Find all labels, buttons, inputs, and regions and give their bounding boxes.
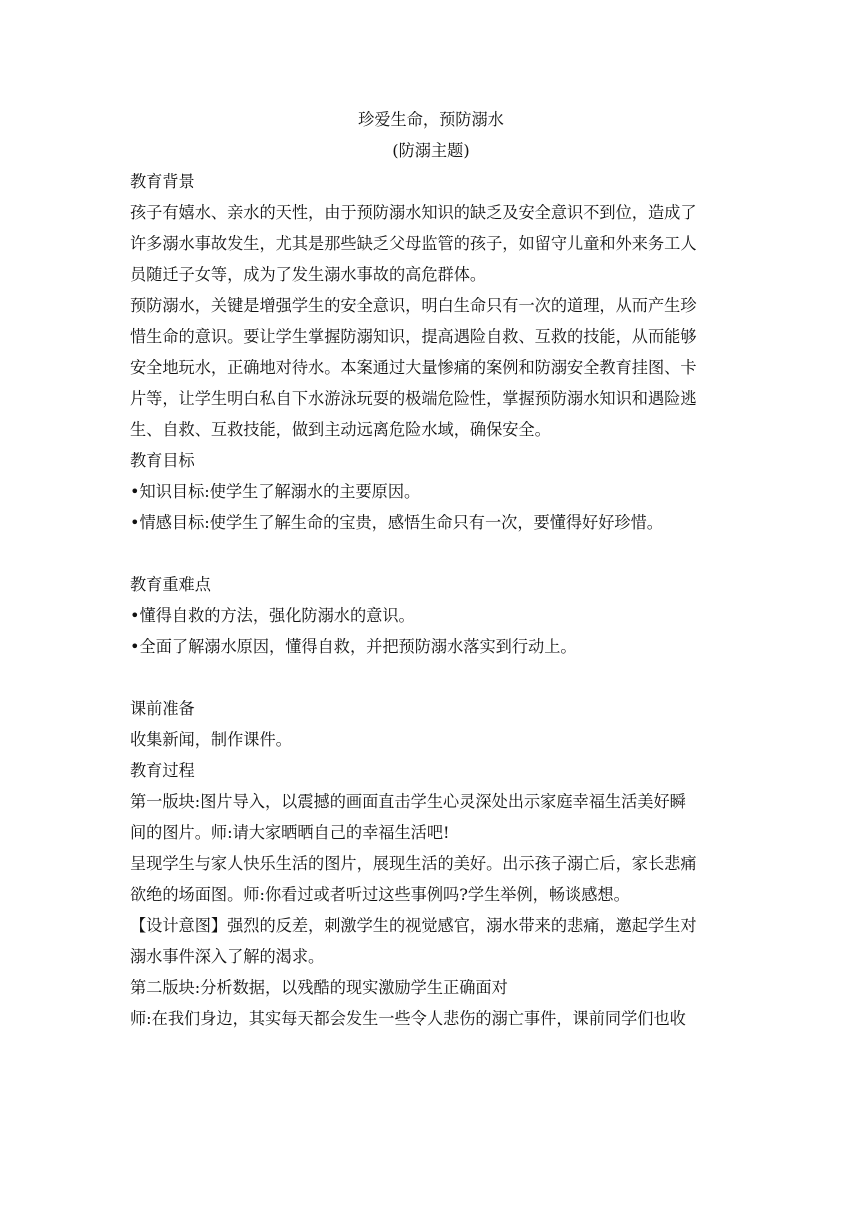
section-heading-prep: 课前准备: [130, 699, 195, 718]
paragraph-line: 许多溺水事故发生，尤其是那些缺乏父母监管的孩子，如留守儿童和外来务工人: [130, 234, 697, 253]
paragraph-line: 惜生命的意识。要让学生掌握防溺知识，提高遇险自救、互救的技能，从而能够: [130, 327, 697, 346]
paragraph-line: 【设计意图】强烈的反差，刺激学生的视觉感官，溺水带来的悲痛，邀起学生对: [130, 916, 697, 935]
paragraph-line: 员随迁子女等，成为了发生溺水事故的高危群体。: [130, 265, 487, 284]
section-heading-keypoints: 教育重难点: [130, 575, 211, 594]
goal-item: •知识目标:使学生了解溺水的主要原因。: [130, 482, 421, 501]
document-title: 珍爱生命，预防溺水: [358, 110, 504, 129]
document-page: [130, 104, 732, 1034]
keypoint-item: •懂得自救的方法，强化防溺水的意识。: [130, 606, 415, 625]
paragraph-line: 溺水事件深入了解的渴求。: [130, 947, 325, 966]
paragraph-line: 呈现学生与家人快乐生活的图片，展现生活的美好。出示孩子溺亡后，家长悲痛: [130, 854, 697, 873]
paragraph-line: 第二版块:分析数据，以残酷的现实激励学生正确面对: [130, 978, 508, 997]
paragraph-line: 孩子有嬉水、亲水的天性，由于预防溺水知识的缺乏及安全意识不到位，造成了: [130, 203, 697, 222]
paragraph-line: 间的图片。师:请大家晒晒自己的幸福生活吧!: [130, 823, 450, 842]
blank-line: [130, 662, 732, 693]
goal-item: •情感目标:使学生了解生命的宝贵，感悟生命只有一次，要懂得好好珍惜。: [130, 513, 663, 532]
paragraph-line: 片等，让学生明白私自下水游泳玩耍的极端危险性，掌握预防溺水知识和遇险逃: [130, 389, 697, 408]
section-heading-goals: 教育目标: [130, 451, 195, 470]
keypoint-item: •全面了解溺水原因，懂得自救，并把预防溺水落实到行动上。: [130, 637, 577, 656]
section-heading-background: 教育背景: [130, 172, 195, 191]
paragraph-line: 欲绝的场面图。师:你看过或者听过这些事例吗?学生举例，畅谈感想。: [130, 885, 630, 904]
prep-text: 收集新闻，制作课件。: [130, 730, 292, 749]
paragraph-line: 生、自救、互救技能，做到主动远离危险水域，确保安全。: [130, 420, 551, 439]
paragraph-line: 预防溺水，关键是增强学生的安全意识，明白生命只有一次的道理，从而产生珍: [130, 296, 697, 315]
paragraph-line: 第一版块:图片导入，以震撼的画面直击学生心灵深处出示家庭幸福生活美好瞬: [130, 792, 686, 811]
paragraph-line: 安全地玩水，正确地对待水。本案通过大量惨痛的案例和防溺安全教育挂图、卡: [130, 358, 697, 377]
section-heading-process: 教育过程: [130, 761, 195, 780]
paragraph-line: 师:在我们身边，其实每天都会发生一些令人悲伤的溺亡事件，课前同学们也收: [130, 1009, 686, 1028]
document-subtitle: (防溺主题): [392, 141, 470, 160]
blank-line: [130, 538, 732, 569]
